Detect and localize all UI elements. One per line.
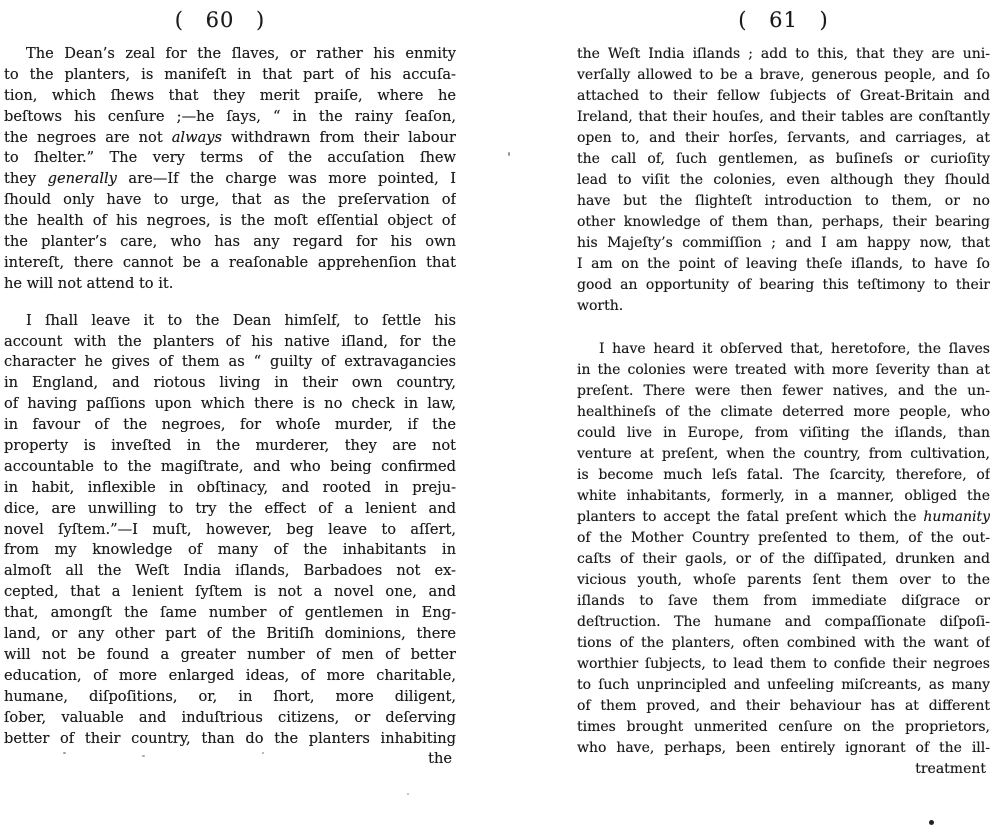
text-line: tion, which ſhews that they merit praiſe, where he [4,86,456,104]
text-line: planters to accept the fatal preſent which the humanity [577,509,990,525]
text-line: white inhabitants, formerly, in a manner, obliged the [577,488,990,504]
page-body [4,44,456,749]
text-line: tions of the planters, often combined with the want of [577,635,990,651]
text-line: The Dean’s zeal for the ſlaves, or rather his enmity [26,45,456,62]
catchword: the [428,750,452,768]
paragraph [577,339,990,759]
text-line: to the planters, is manifeſt in that part of his accuſa- [4,65,456,83]
text-line: I ſhall leave it to the Dean himſelf, to ſettle his [26,311,456,329]
page-number-header: ( 61 ) [738,8,829,32]
text-line: education, of more enlarged ideas, of more charitable, [4,666,456,684]
text-line: beſtows his cenſure ;—he ſays, “ in the rainy ſeaſon, [4,107,456,125]
text-line: who have, perhaps, been entirely ignorant of the ill- [577,740,990,756]
text-line: property is inveſted in the murderer, they are not [4,437,456,455]
text-line: they generally are—If the charge was more pointed, I [4,170,456,188]
text-line: healthineſs of the climate deterred more people, who [577,404,990,420]
text-line: in the colonies were treated with more ſeverity than at [577,362,990,378]
page-body [577,44,990,759]
paragraph [4,311,456,750]
page-number-header: ( 60 ) [174,8,266,32]
text-line: I have heard it obſerved that, heretofore, the ſlaves [599,341,990,357]
text-line: Ireland, that their houſes, and their tables are conſtantly [577,109,990,125]
text-line: in England, and riotous living in their own country, [4,374,456,392]
text-line: of them proved, and their behaviour has at different [577,698,990,714]
text-line: ſober, valuable and induſtrious citizens, or deſerving [4,708,456,726]
text-line: the call of, ſuch gentlemen, as buſineſs or curioſity [577,151,990,167]
text-line: venture at preſent, when the country, from cultivation, [577,446,990,462]
text-line: that, amongſt the ſame number of gentlemen in Eng- [4,604,456,622]
text-line: cepted, that a lenient ſyſtem is not a novel one, and [4,583,456,601]
scan-speck [63,752,66,754]
text-line: times brought unmerited cenſure on the proprietors, [577,719,990,735]
text-line: good an opportunity of bearing this teſtimony to their [577,277,990,293]
text-line: have but the ſlighteſt introduction to them, or no [577,193,990,209]
text-line: his Majeſty’s commiſſion ; and I am happy now, that [577,235,990,251]
text-line: the planter’s care, who has any regard for his own [4,233,456,251]
paragraph [577,44,990,317]
text-line: worthier ſubjects, to lead them to confide their negroes [577,656,990,672]
text-line: dice, are unwilling to try the effect of a lenient and [4,499,456,517]
text-line: vicious youth, whoſe parents ſent them over to the [577,572,990,588]
scan-speck [262,752,264,754]
text-line: the health of his negroes, is the moſt eſſential object of [4,212,456,230]
scan-speck [407,793,409,795]
text-line: attached to their fellow ſubjects of Great-Britain and [577,88,990,104]
text-line: accountable to the magiſtrate, and who being confirmed [4,457,456,475]
text-line: account with the planters of his native iſland, for the [4,332,456,350]
text-line: from my knowledge of many of the inhabitants in [4,541,456,559]
text-line: of the Mother Country preſented to them, of the out- [577,530,990,546]
text-line: could live in Europe, from viſiting the iſlands, than [577,425,990,441]
text-line: to ſuch unprincipled and unfeeling miſcreants, as many [577,677,990,693]
text-line: will not be found a greater number of men of better [4,645,456,663]
text-line: intereſt, there cannot be a reaſonable apprehenſion that [4,253,456,271]
text-line: land, or any other part of the Britiſh dominions, there [4,625,456,643]
text-line: almoſt all the Weſt India iſlands, Barbadoes not ex- [4,562,456,580]
text-line: is become much leſs fatal. The ſcarcity, therefore, of [577,467,990,483]
text-line: of having paſſions upon which there is no check in law, [4,395,456,413]
text-line: lead to viſit the colonies, even although they ſhould [577,172,990,188]
scan-speck [508,152,510,156]
text-line: caſts of their gaols, or of the diſſipated, drunken and [577,551,990,567]
text-line: character he gives of them as “ guilty of extravagancies [4,353,456,371]
text-line: I am on the point of leaving theſe iſlands, to have ſo [577,256,990,272]
text-line: verſally allowed to be a brave, generous people, and ſo [577,67,990,83]
text-line: the negroes are not always withdrawn from their labour [4,128,456,146]
paragraph [4,44,456,295]
text-line: novel ſyſtem.”—I muſt, however, beg leave to aſſert, [4,520,456,538]
text-line: he will not attend to it. [4,274,174,292]
page-61 [577,6,990,780]
text-line: in favour of the negroes, for whoſe murder, if the [4,416,456,434]
text-line: preſent. There were then fewer natives, and the un- [577,383,990,399]
text-line: ſhould only have to urge, that as the preſervation of [4,191,456,209]
text-line: to ſhelter.” The very terms of the accuſation ſhew [4,149,456,167]
catchword: treatment [915,761,986,777]
scan-speck [142,755,145,757]
text-line: the Weſt India iſlands ; add to this, that they are uni- [577,46,990,62]
text-line: iſlands to ſave them from immediate diſgrace or [577,593,990,609]
text-line: better of their country, than do the planters inhabiting [4,729,456,747]
text-line: open to, and their horſes, ſervants, and carriages, at [577,130,990,146]
text-line: deſtruction. The humane and compaſſionate diſpoſi- [577,614,990,630]
text-line: humane, diſpoſitions, or, in ſhort, more diligent, [4,687,456,705]
text-line: in habit, inflexible in obſtinacy, and rooted in preju- [4,478,456,496]
text-line: worth. [577,298,624,314]
scan-speck [929,820,934,825]
text-line: other knowledge of them than, perhaps, their bearing [577,214,990,230]
page-60 [4,6,456,770]
